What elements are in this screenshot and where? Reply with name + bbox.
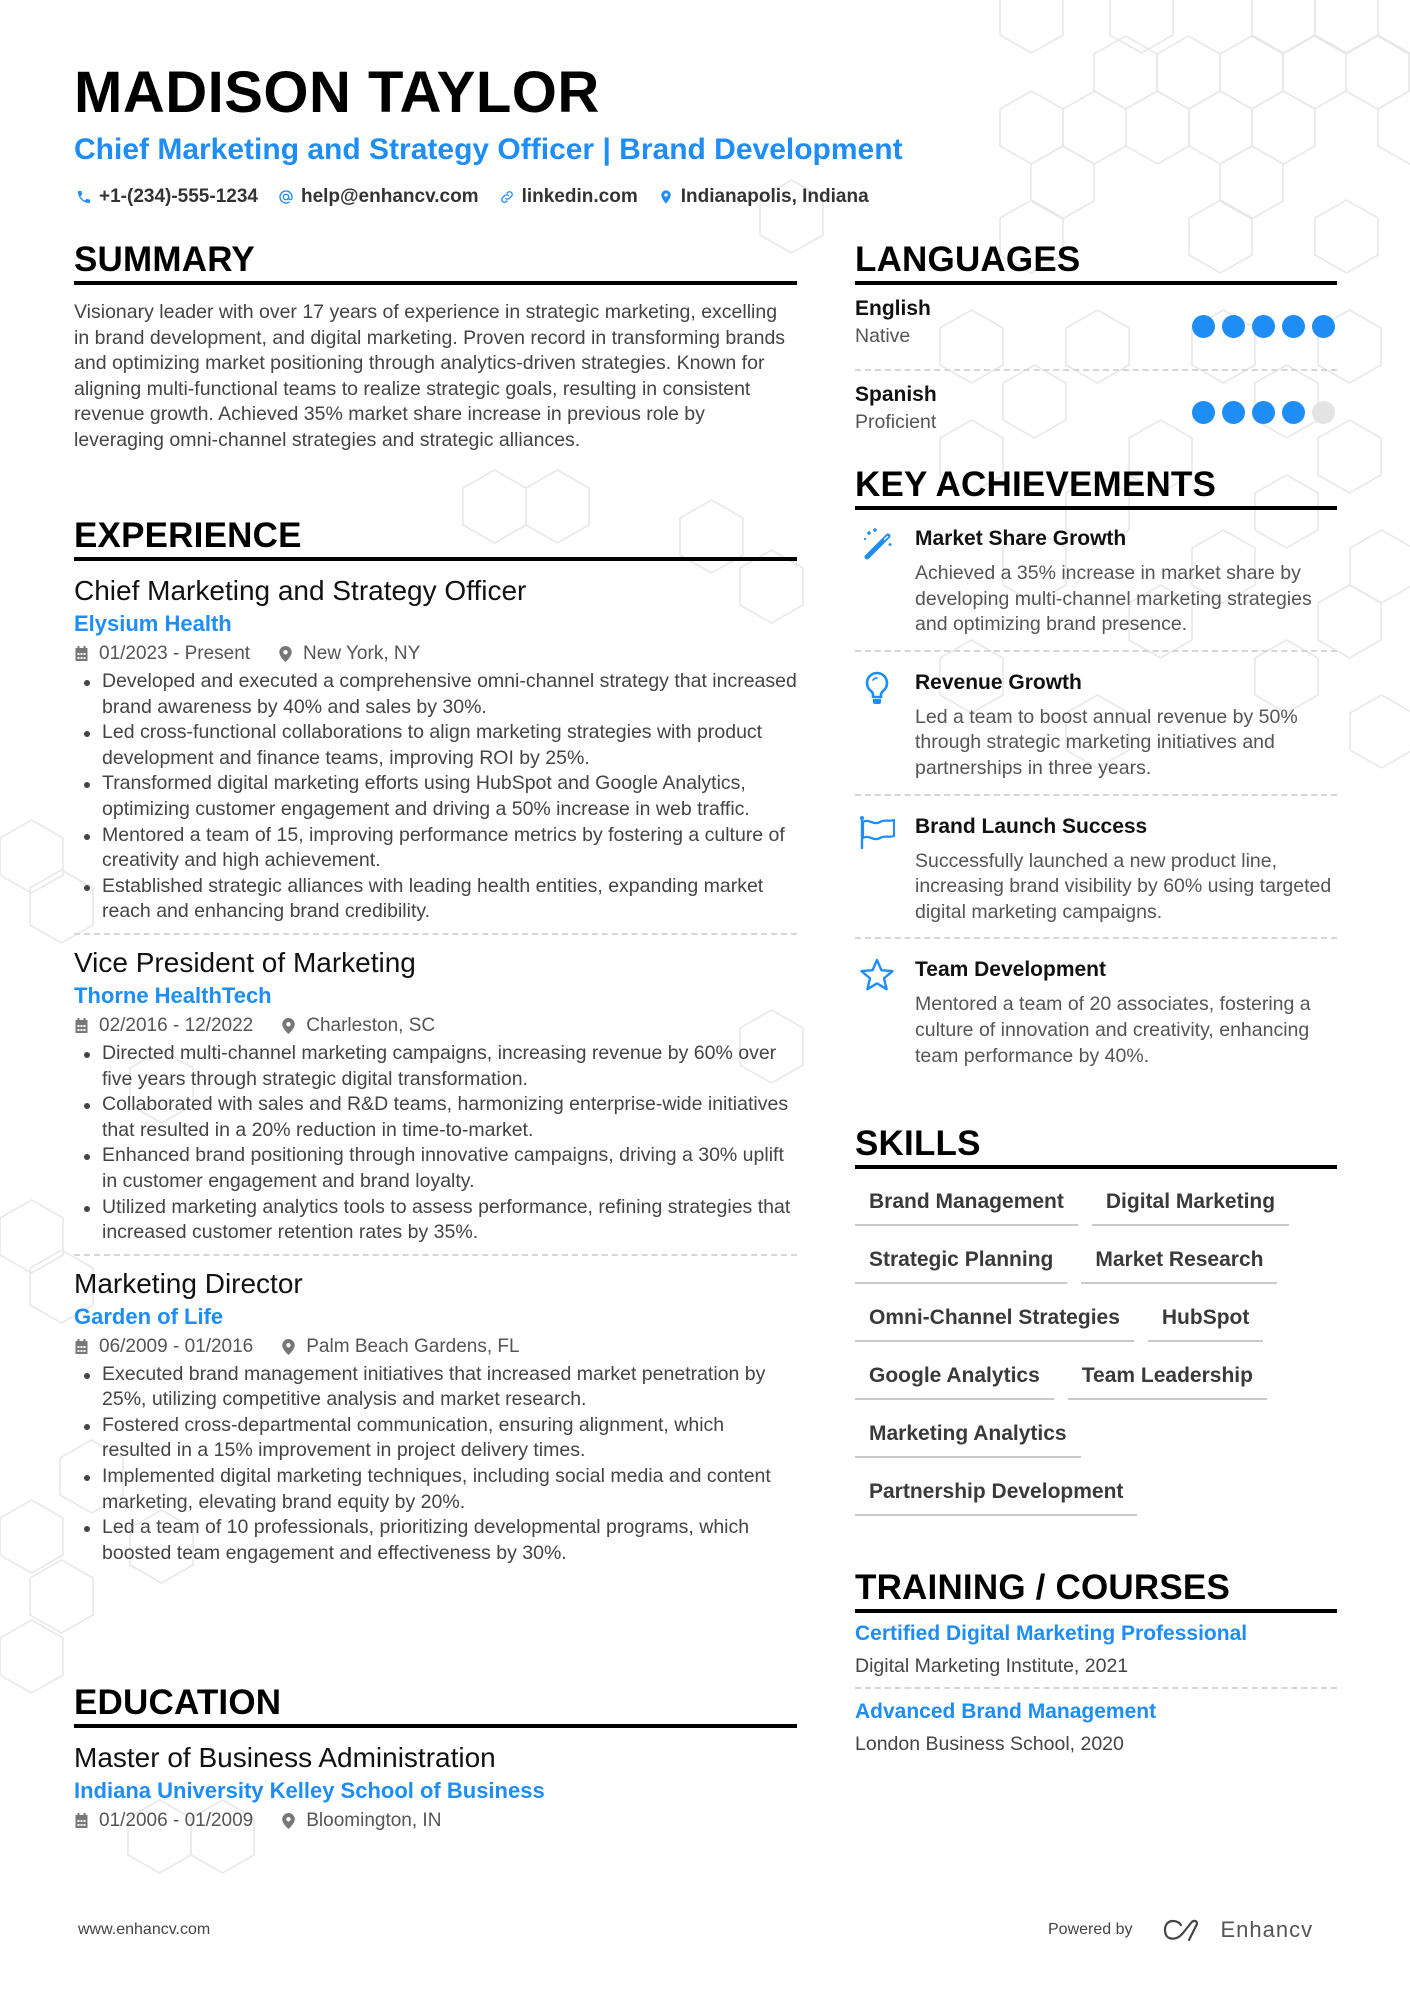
- bullet-item: Developed and executed a comprehensive omni-channel strategy that increased brand awareness by 40% and sales by 30%.: [74, 669, 797, 720]
- section-divider: [74, 557, 797, 561]
- bullet-item: Collaborated with sales and R&D teams, harmonizing enterprise-wide initiatives that resulted in a 20% reduction in time-to-market.: [74, 1092, 797, 1143]
- candidate-headline: Chief Marketing and Strategy Officer | Brand Development: [74, 133, 903, 166]
- course-title: Advanced Brand Management: [855, 1700, 1157, 1723]
- skill-tag: HubSpot: [1148, 1299, 1263, 1342]
- job-bullets: [74, 1041, 797, 1246]
- at-icon: [278, 189, 294, 205]
- job-dates: 06/2009 - 01/2016: [99, 1335, 254, 1357]
- language-rating: [1185, 315, 1335, 338]
- rating-dot-filled: [1282, 401, 1305, 424]
- rating-dot-filled: [1252, 401, 1275, 424]
- language-level: Native: [855, 325, 911, 347]
- bullet-item: Established strategic alliances with leading health entities, expanding market reach and enhancing brand credibility.: [74, 874, 797, 925]
- course-item: [855, 1620, 1337, 1680]
- section-divider: [855, 506, 1337, 510]
- achievement-text: Mentored a team of 20 associates, fostering a culture of innovation and creativity, enhancing team performance by 40%.: [915, 993, 1311, 1067]
- job-dates: 01/2023 - Present: [99, 643, 251, 664]
- achievements-section: [855, 465, 1337, 1069]
- language-item: [855, 295, 1337, 369]
- bullet-item: Executed brand management initiatives that increased market penetration by 25%, utilizing competitive analysis and market research.: [74, 1362, 797, 1413]
- job-title: Vice President of Marketing: [74, 946, 416, 978]
- lightbulb-icon: [859, 670, 895, 706]
- training-heading: TRAINING / COURSES: [855, 1568, 1231, 1607]
- job-bullets: [74, 1362, 797, 1567]
- calendar-icon: [74, 1339, 89, 1355]
- contact-email[interactable]: [278, 184, 479, 210]
- skills-heading: SKILLS: [855, 1124, 981, 1163]
- bullet-item: Implemented digital marketing techniques, including social media and content marketing, elevating brand equity by 20%.: [74, 1464, 797, 1515]
- bullet-item: Transformed digital marketing efforts using HubSpot and Google Analytics, optimizing customer engagement and driving a 50% increase in web traffic.: [74, 771, 797, 822]
- skill-tag: Strategic Planning: [855, 1241, 1067, 1284]
- location-pin-icon: [278, 646, 293, 662]
- magic-wand-icon: [859, 526, 895, 562]
- language-name: Spanish: [855, 383, 937, 406]
- course-title: Certified Digital Marketing Professional: [855, 1622, 1248, 1645]
- job-title: Chief Marketing and Strategy Officer: [74, 575, 527, 606]
- job-bullets: [74, 669, 797, 925]
- rating-dot-filled: [1222, 401, 1245, 424]
- entry-divider: [855, 1687, 1337, 1689]
- flag-icon: [859, 814, 895, 850]
- entry-divider: [74, 1254, 797, 1256]
- skill-tag: Marketing Analytics: [855, 1415, 1081, 1458]
- skill-tag: Digital Marketing: [1092, 1183, 1289, 1226]
- powered-by: [1048, 1917, 1313, 1943]
- calendar-icon: [74, 646, 89, 662]
- education-meta: [74, 1808, 797, 1834]
- skills-section: [855, 1124, 1337, 1531]
- contact-row: [76, 184, 889, 210]
- skill-tag: Market Research: [1081, 1241, 1277, 1284]
- achievement-item: [855, 668, 1337, 782]
- rating-dot-filled: [1222, 315, 1245, 338]
- achievement-title: Market Share Growth: [915, 527, 1127, 550]
- skill-tag: Brand Management: [855, 1183, 1078, 1226]
- bullet-item: Fostered cross-departmental communication, ensuring alignment, which resulted in a 15% improvement in project delivery times.: [74, 1413, 797, 1464]
- section-divider: [74, 1724, 797, 1728]
- bullet-item: Led cross-functional collaborations to align marketing strategies with product development and finance teams, improving ROI by 25%.: [74, 720, 797, 771]
- location-pin-icon: [281, 1339, 296, 1355]
- skill-tag: Omni-Channel Strategies: [855, 1299, 1134, 1342]
- achievement-item: [855, 955, 1337, 1069]
- section-divider: [855, 1165, 1337, 1169]
- linkedin-text: linkedin.com: [521, 186, 638, 207]
- entry-divider: [74, 933, 797, 935]
- experience-entry: [74, 945, 797, 1246]
- education-entry: [74, 1740, 797, 1834]
- candidate-name: MADISON TAYLOR: [74, 60, 600, 125]
- location-pin-icon: [658, 189, 674, 205]
- degree-title: Master of Business Administration: [74, 1742, 496, 1773]
- education-dates: 01/2006 - 01/2009: [99, 1810, 254, 1831]
- job-location: Charleston, SC: [306, 1014, 436, 1036]
- achievement-title: Brand Launch Success: [915, 814, 1148, 838]
- achievement-item: [855, 812, 1337, 926]
- entry-divider: [855, 369, 1337, 371]
- contact-phone[interactable]: [76, 184, 258, 210]
- entry-divider: [855, 937, 1337, 939]
- skills-list: [855, 1183, 1337, 1531]
- enhancv-brand: Enhancv: [1220, 1917, 1314, 1942]
- link-icon: [499, 189, 515, 205]
- job-title: Marketing Director: [74, 1267, 303, 1299]
- section-divider: [855, 281, 1337, 285]
- skill-tag: Partnership Development: [855, 1473, 1137, 1516]
- language-item: [855, 381, 1337, 455]
- summary-section: [74, 240, 797, 454]
- experience-section: [74, 516, 797, 1566]
- achievement-item: [855, 524, 1337, 638]
- location-text: Indianapolis, Indiana: [680, 186, 869, 207]
- course-provider: Digital Marketing Institute, 2021: [855, 1655, 1129, 1677]
- calendar-icon: [74, 1018, 89, 1034]
- education-heading: EDUCATION: [74, 1683, 282, 1722]
- rating-dot-filled: [1192, 401, 1215, 424]
- course-provider: London Business School, 2020: [855, 1733, 1124, 1755]
- rating-dot-filled: [1312, 315, 1335, 338]
- education-section: [74, 1683, 797, 1834]
- star-icon: [859, 957, 895, 993]
- languages-heading: LANGUAGES: [855, 240, 1081, 279]
- company-name: Elysium Health: [74, 611, 232, 636]
- location-pin-icon: [281, 1018, 296, 1034]
- company-name: Garden of Life: [74, 1303, 224, 1329]
- email-text: help@enhancv.com: [300, 186, 479, 207]
- achievement-title: Revenue Growth: [915, 670, 1082, 694]
- language-level: Proficient: [855, 411, 937, 433]
- achievements-heading: KEY ACHIEVEMENTS: [855, 465, 1217, 504]
- job-meta: [74, 641, 797, 667]
- job-meta: [74, 1334, 797, 1360]
- job-location: Palm Beach Gardens, FL: [306, 1335, 520, 1357]
- rating-dot-filled: [1192, 315, 1215, 338]
- phone-icon: [76, 189, 92, 205]
- education-location: Bloomington, IN: [306, 1810, 442, 1831]
- bullet-item: Led a team of 10 professionals, prioritizing developmental programs, which boosted team engagement and effectiveness by 30%.: [74, 1515, 797, 1566]
- entry-divider: [855, 650, 1337, 652]
- calendar-icon: [74, 1813, 89, 1829]
- job-dates: 02/2016 - 12/2022: [99, 1014, 254, 1036]
- job-meta: [74, 1013, 797, 1039]
- bullet-item: Mentored a team of 15, improving performance metrics by fostering a culture of creativity and high achievement.: [74, 823, 797, 874]
- rating-dot-filled: [1252, 315, 1275, 338]
- rating-dot-empty: [1312, 401, 1335, 424]
- summary-heading: SUMMARY: [74, 240, 255, 279]
- enhancv-logo-icon: [1161, 1917, 1209, 1943]
- powered-by-label: Powered by: [1048, 1921, 1133, 1938]
- achievement-text: Achieved a 35% increase in market share by developing multi-channel marketing strategies and optimizing brand presence.: [915, 562, 1312, 636]
- bullet-item: Utilized marketing analytics tools to assess performance, refining strategies that increased customer retention rates by 35%.: [74, 1195, 797, 1246]
- experience-heading: EXPERIENCE: [74, 516, 302, 555]
- location-pin-icon: [281, 1813, 296, 1829]
- languages-section: [855, 240, 1337, 455]
- section-divider: [74, 281, 797, 285]
- section-divider: [855, 1609, 1337, 1613]
- skill-tag: Team Leadership: [1068, 1357, 1267, 1400]
- experience-entry: [74, 1266, 797, 1567]
- language-rating: [1185, 401, 1335, 424]
- achievement-title: Team Development: [915, 958, 1106, 982]
- bullet-item: Enhanced brand positioning through innovative campaigns, driving a 30% uplift in customer engagement and brand loyalty.: [74, 1143, 797, 1194]
- entry-divider: [855, 794, 1337, 796]
- course-item: [855, 1698, 1337, 1758]
- company-name: Thorne HealthTech: [74, 982, 272, 1008]
- achievement-text: Led a team to boost annual revenue by 50% through strategic marketing initiatives and partnerships in three years.: [915, 705, 1298, 779]
- bullet-item: Directed multi-channel marketing campaigns, increasing revenue by 60% over five years through strategic digital transformation.: [74, 1041, 797, 1092]
- contact-location: [658, 184, 869, 210]
- achievement-text: Successfully launched a new product line, increasing brand visibility by 60% using targeted digital marketing campaigns.: [915, 849, 1332, 923]
- training-section: [855, 1568, 1337, 1758]
- school-name: Indiana University Kelley School of Business: [74, 1778, 545, 1803]
- rating-dot-filled: [1282, 315, 1305, 338]
- skill-tag: Google Analytics: [855, 1357, 1054, 1400]
- summary-text: Visionary leader with over 17 years of experience in strategic marketing, excelling in brand development, and digital marketing. Proven record in transforming brands and optimizing market positioning through analytics-driven strategies. Known for aligning multi-functional teams to realize strategic goals, resulting in consistent revenue growth. Achieved 35% market share increase in previous role by leveraging omni-channel strategies and strategic alliances.: [74, 301, 786, 451]
- language-name: English: [855, 297, 931, 320]
- experience-entry: [74, 573, 797, 925]
- phone-text: +1-(234)-555-1234: [99, 186, 258, 207]
- footer-website-link[interactable]: www.enhancv.com: [78, 1921, 211, 1938]
- contact-linkedin[interactable]: [499, 184, 638, 210]
- job-location: New York, NY: [303, 643, 421, 664]
